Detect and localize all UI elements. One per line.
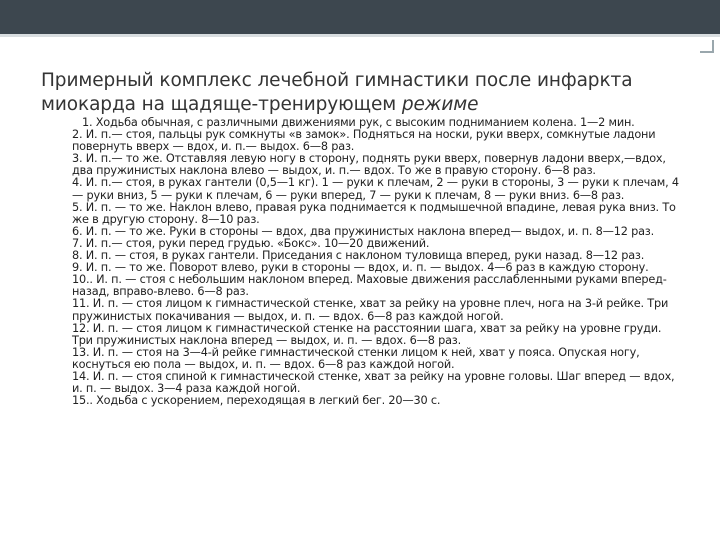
exercise-item: 9. И. п. — то же. Поворот влево, руки в стороны — вдох, и. п. — выдох. 4—6 раз в каждую сторону. [72, 261, 649, 275]
exercise-list [72, 117, 684, 407]
exercise-item: 1. Ходьба обычная, с различными движениями рук, с высоким подниманием колена. 1—2 мин. [82, 116, 635, 129]
exercise-item: 3. И. п.— то же. Отставляя левую ногу в сторону, поднять руки вверх, повернув ладони вверх,—вдох, два пружинистых наклона влево — выдох, и. п.— вдох. То же в правую сторону. 6—8 раз. [72, 152, 666, 178]
top-bar [0, 0, 720, 34]
title-suffix: режиме [401, 94, 479, 115]
title-main: Примерный комплекс лечебной гимнастики после инфаркта миокарда на щадяще-тренирующем [41, 70, 633, 115]
slide-title [41, 69, 701, 117]
exercise-item: 14. И. п. — стоя спиной к гимнастической стенке, хват за рейку на уровне головы. Шаг вперед — вдох, и. п. — выдох. 3—4 раза каждой ногой. [72, 369, 675, 396]
top-accent-line [0, 34, 720, 37]
exercise-item: 2. И. п.— стоя, пальцы рук сомкнуты «в замок». Подняться на носки, руки вверх, сомкнутые ладони повернуть вверх — вдох, и. п.— выдох. 6—8 раз. [72, 128, 656, 154]
exercise-item: 13. И. п. — стоя на 3—4-й рейке гимнастической стенки лицом к ней, хват у пояса. Опуская ногу, коснуться ею пола — выдох, и. п. — вдох. 6—8 раз каждой ногой. [72, 345, 640, 371]
exercise-item: 11. И. п. — стоя лицом к гимнастической стенке, хват за рейку на уровне плеч, нога на 3-й рейке. Три пружинистых покачивания — выдох, и. п. — вдох. 6—8 раз каждой ногой. [72, 297, 669, 323]
exercise-item: 15.. Ходьба с ускорением, переходящая в легкий бег. 20—30 с. [72, 394, 441, 408]
exercise-item: 5. И. п. — то же. Наклон влево, правая рука поднимается к подмышечной впадине, левая рука вниз. То же в другую сторону. 8—10 раз. [72, 200, 676, 226]
exercise-item: 10.. И. п. — стоя с небольшим наклоном вперед. Маховые движения расслабленными руками вперед-назад, вправо-влево. 6—8 раз. [72, 273, 667, 299]
corner-decoration [700, 40, 714, 53]
exercise-item: 12. И. п. — стоя лицом к гимнастической стенке на расстоянии шага, хват за рейку на уровне груди. Три пружинистых наклона вперед — выдох, и. п. — вдох. 6—8 раз. [72, 321, 662, 347]
exercise-item: 6. И. п. — то же. Руки в стороны — вдох, два пружинистых наклона вперед— выдох, и. п. 8—12 раз. [72, 224, 655, 238]
exercise-item: 8. И. п. — стоя, в руках гантели. Приседания с наклоном туловища вперед, руки назад. 8—12 раз. [72, 249, 645, 263]
exercise-item: 4. И. п.— стоя, в руках гантели (0,5—1 кг). 1 — руки к плечам, 2 — руки в стороны, 3 — руки к плечам, 4 — руки вниз, 5 — руки к плечам, 6 — руки вперед, 7 — руки к плечам, 8 — руки вниз. 6—8 раз. [72, 176, 679, 202]
exercise-item: 7. И. п.— стоя, руки перед грудью. «Бокс». 10—20 движений. [72, 236, 430, 250]
